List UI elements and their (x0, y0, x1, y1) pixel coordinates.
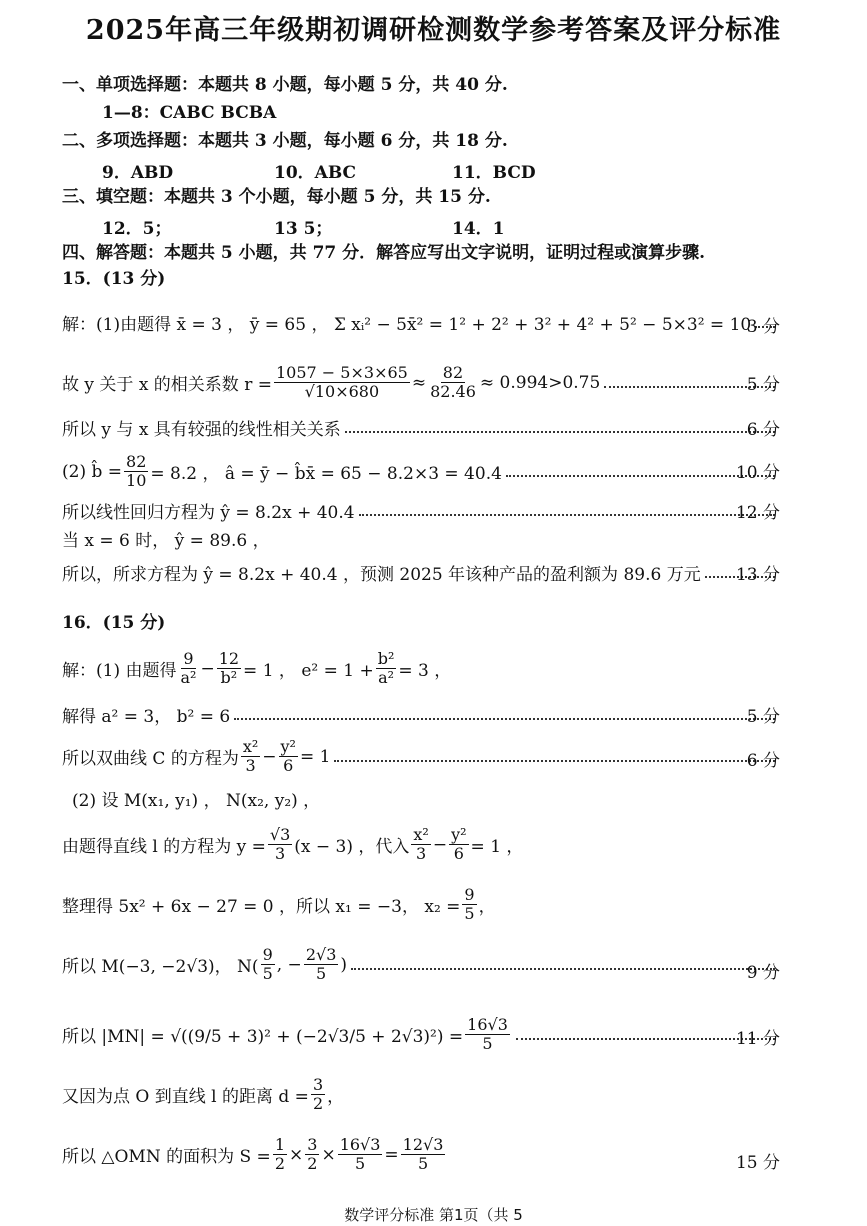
fraction: $\frac{\text{x²}}{3}$ (242, 737, 259, 775)
fraction: $\frac{√3}{3}$ (269, 825, 291, 863)
q16-score-8: 11 分 (735, 1029, 780, 1049)
q15-line-5: 所以线性回归方程为 ŷ = 8.2x + 40.4 (62, 498, 779, 523)
section-1-answers: 1—8：CABC BCBA (102, 103, 277, 123)
leader-dots (234, 718, 775, 720)
q15-score-2: 5 分 (746, 375, 780, 395)
fraction: $\frac{9}{\text{a²}}$ (180, 649, 197, 687)
fraction: $\frac{3}{2}$ (307, 1135, 318, 1173)
leader-dots (334, 760, 775, 762)
fraction: $\frac{1}{2}$ (274, 1135, 285, 1173)
q15-line-1 (62, 310, 779, 335)
fraction: $\frac{\text{y²}}{6}$ (451, 825, 467, 863)
q16-line-3: 所以双曲线 C 的方程为 $\frac{\text{x²}}{3}$ − $\frac{\text{y²}}{6}$ = 1 (62, 738, 779, 775)
q16-line-1: 解：(1) 由题得 $\frac{9}{\text{a²}}$ − $\frac{12}{\text{b²}}$ = 1 ， e² = 1 + $\frac{\text{b²}}{\text{a²}}$ = 3 ， (62, 649, 452, 687)
q16-score-3: 6 分 (746, 751, 780, 771)
q16-label: 16．(15 分) (62, 613, 166, 633)
answer-11: 11．BCD (452, 163, 536, 183)
q15-line-1-text: 解：(1)由题得 x̄ = 3 ， ȳ = 65 ， Σ xᵢ² − 5x̄² = 1² + 2² + 3² + 4² + 5² − 5×3² = 10 (62, 315, 752, 335)
fraction: $\frac{9}{5}$ (262, 945, 273, 983)
leader-dots (351, 968, 775, 970)
leader-dots (506, 475, 775, 477)
q16-line-6: 整理得 5x² + 6x − 27 = 0 ，所以 x₁ = −3， x₂ = $\frac{9}{5}$ ， (62, 885, 496, 923)
section-2-heading: 二、多项选择题：本题共 3 小题，每小题 6 分，共 18 分. (62, 131, 508, 151)
q15-score-1: 3 分 (746, 317, 780, 337)
fraction: $\frac{9}{5}$ (464, 885, 475, 923)
q16-line-8: 所以 |MN| = √((9/5 + 3)² + (−2√3/5 + 2√3)²) = $\frac{16√3}{5}$ (62, 1016, 779, 1053)
q15-r-approx-fraction: $\frac{82}{82.46}$ (430, 363, 476, 401)
q15-l2-pre: 故 y 关于 x 的相关系数 r = (62, 375, 272, 395)
q16-line-7: 所以 M(−3, −2√3)， N( $\frac{9}{5}$ , − $\frac{2√3}{5}$ ) (62, 946, 779, 983)
q16-line-2: 解得 a² = 3， b² = 6 (62, 702, 779, 727)
fraction: $\frac{\text{b²}}{\text{a²}}$ (377, 649, 395, 687)
answer-12: 12．5； (102, 219, 172, 239)
q16-score-10: 15 分 (735, 1153, 780, 1173)
fraction: $\frac{16√3}{5}$ (467, 1015, 508, 1053)
fraction: $\frac{12√3}{5}$ (402, 1135, 444, 1173)
q15-b-fraction: $\frac{82}{10}$ (126, 452, 147, 490)
answer-14: 14．1 (452, 219, 505, 239)
q16-line-10: 所以 △OMN 的面积为 S = $\frac{1}{2}$ × $\frac{3}{2}$ × $\frac{16√3}{5}$ = $\frac{12√3}{5}$ (62, 1135, 444, 1173)
fraction: $\frac{2√3}{5}$ (305, 945, 337, 983)
answer-9: 9．ABD (102, 163, 174, 183)
fraction: $\frac{\text{y²}}{6}$ (280, 737, 296, 775)
leader-dots (359, 514, 775, 516)
q15-score-7: 13 分 (735, 565, 780, 585)
leader-dots (345, 431, 775, 433)
q15-r-fraction: $\frac{1057 - 5\times 3\times 65}{√10\times 680}$ (276, 363, 408, 401)
q15-line-2: 故 y 关于 x 的相关系数 r = $\frac{1057 - 5\times 3\times 65}{√10\times 680}$ ≈ $\frac{82}{82.46}$ ≈ 0.994>0.75 (62, 364, 779, 401)
q15-line-3: 所以 y 与 x 具有较强的线性相关关系 (62, 415, 779, 440)
q16-line-9: 又因为点 O 到直线 l 的距离 d = $\frac{3}{2}$ ， (62, 1075, 345, 1113)
q16-score-2: 5 分 (746, 707, 780, 727)
q16-score-7: 9 分 (746, 963, 780, 983)
page-footer: 数学评分标准 第1页（共 5 (344, 1206, 523, 1224)
fraction: $\frac{16√3}{5}$ (339, 1135, 381, 1173)
q16-line-4: (2) 设 M(x₁, y₁) ， N(x₂, y₂) ， (72, 791, 321, 811)
section-3-heading: 三、填空题：本题共 3 个小题，每小题 5 分，共 15 分. (62, 187, 491, 207)
answer-13: 13 5； (274, 219, 333, 239)
q15-label: 15．(13 分) (62, 269, 166, 289)
q15-line-6: 当 x = 6 时， ŷ = 89.6 ， (62, 531, 270, 551)
q16-line-5: 由题得直线 l 的方程为 y = $\frac{√3}{3}$ (x − 3) ，代入 $\frac{\text{x²}}{3}$ − $\frac{\text{y²}}{6}$ = 1 ， (62, 825, 524, 863)
q15-score-3: 6 分 (746, 420, 780, 440)
fraction: $\frac{\text{x²}}{3}$ (413, 825, 429, 863)
q15-line-7: 所以，所求方程为 ŷ = 8.2x + 40.4 ，预测 2025 年该种产品的盈利额为 89.6 万元 (62, 560, 779, 585)
q15-score-5: 12 分 (735, 503, 780, 523)
q15-score-4: 10 分 (735, 463, 780, 483)
q15-line-4: (2) b̂ = $\frac{82}{10}$ = 8.2 ， â = ȳ − b̂x̄ = 65 − 8.2×3 = 40.4 (62, 453, 779, 490)
fraction: $\frac{3}{2}$ (312, 1075, 324, 1113)
fraction: $\frac{12}{\text{b²}}$ (218, 649, 240, 687)
page-title: 2025年高三年级期初调研检测数学参考答案及评分标准 (85, 15, 782, 46)
answer-10: 10．ABC (274, 163, 357, 183)
section-1-heading: 一、单项选择题：本题共 8 小题，每小题 5 分，共 40 分. (62, 75, 508, 95)
section-4-heading: 四、解答题：本题共 5 小题，共 77 分．解答应写出文字说明，证明过程或演算步骤. (62, 243, 706, 263)
